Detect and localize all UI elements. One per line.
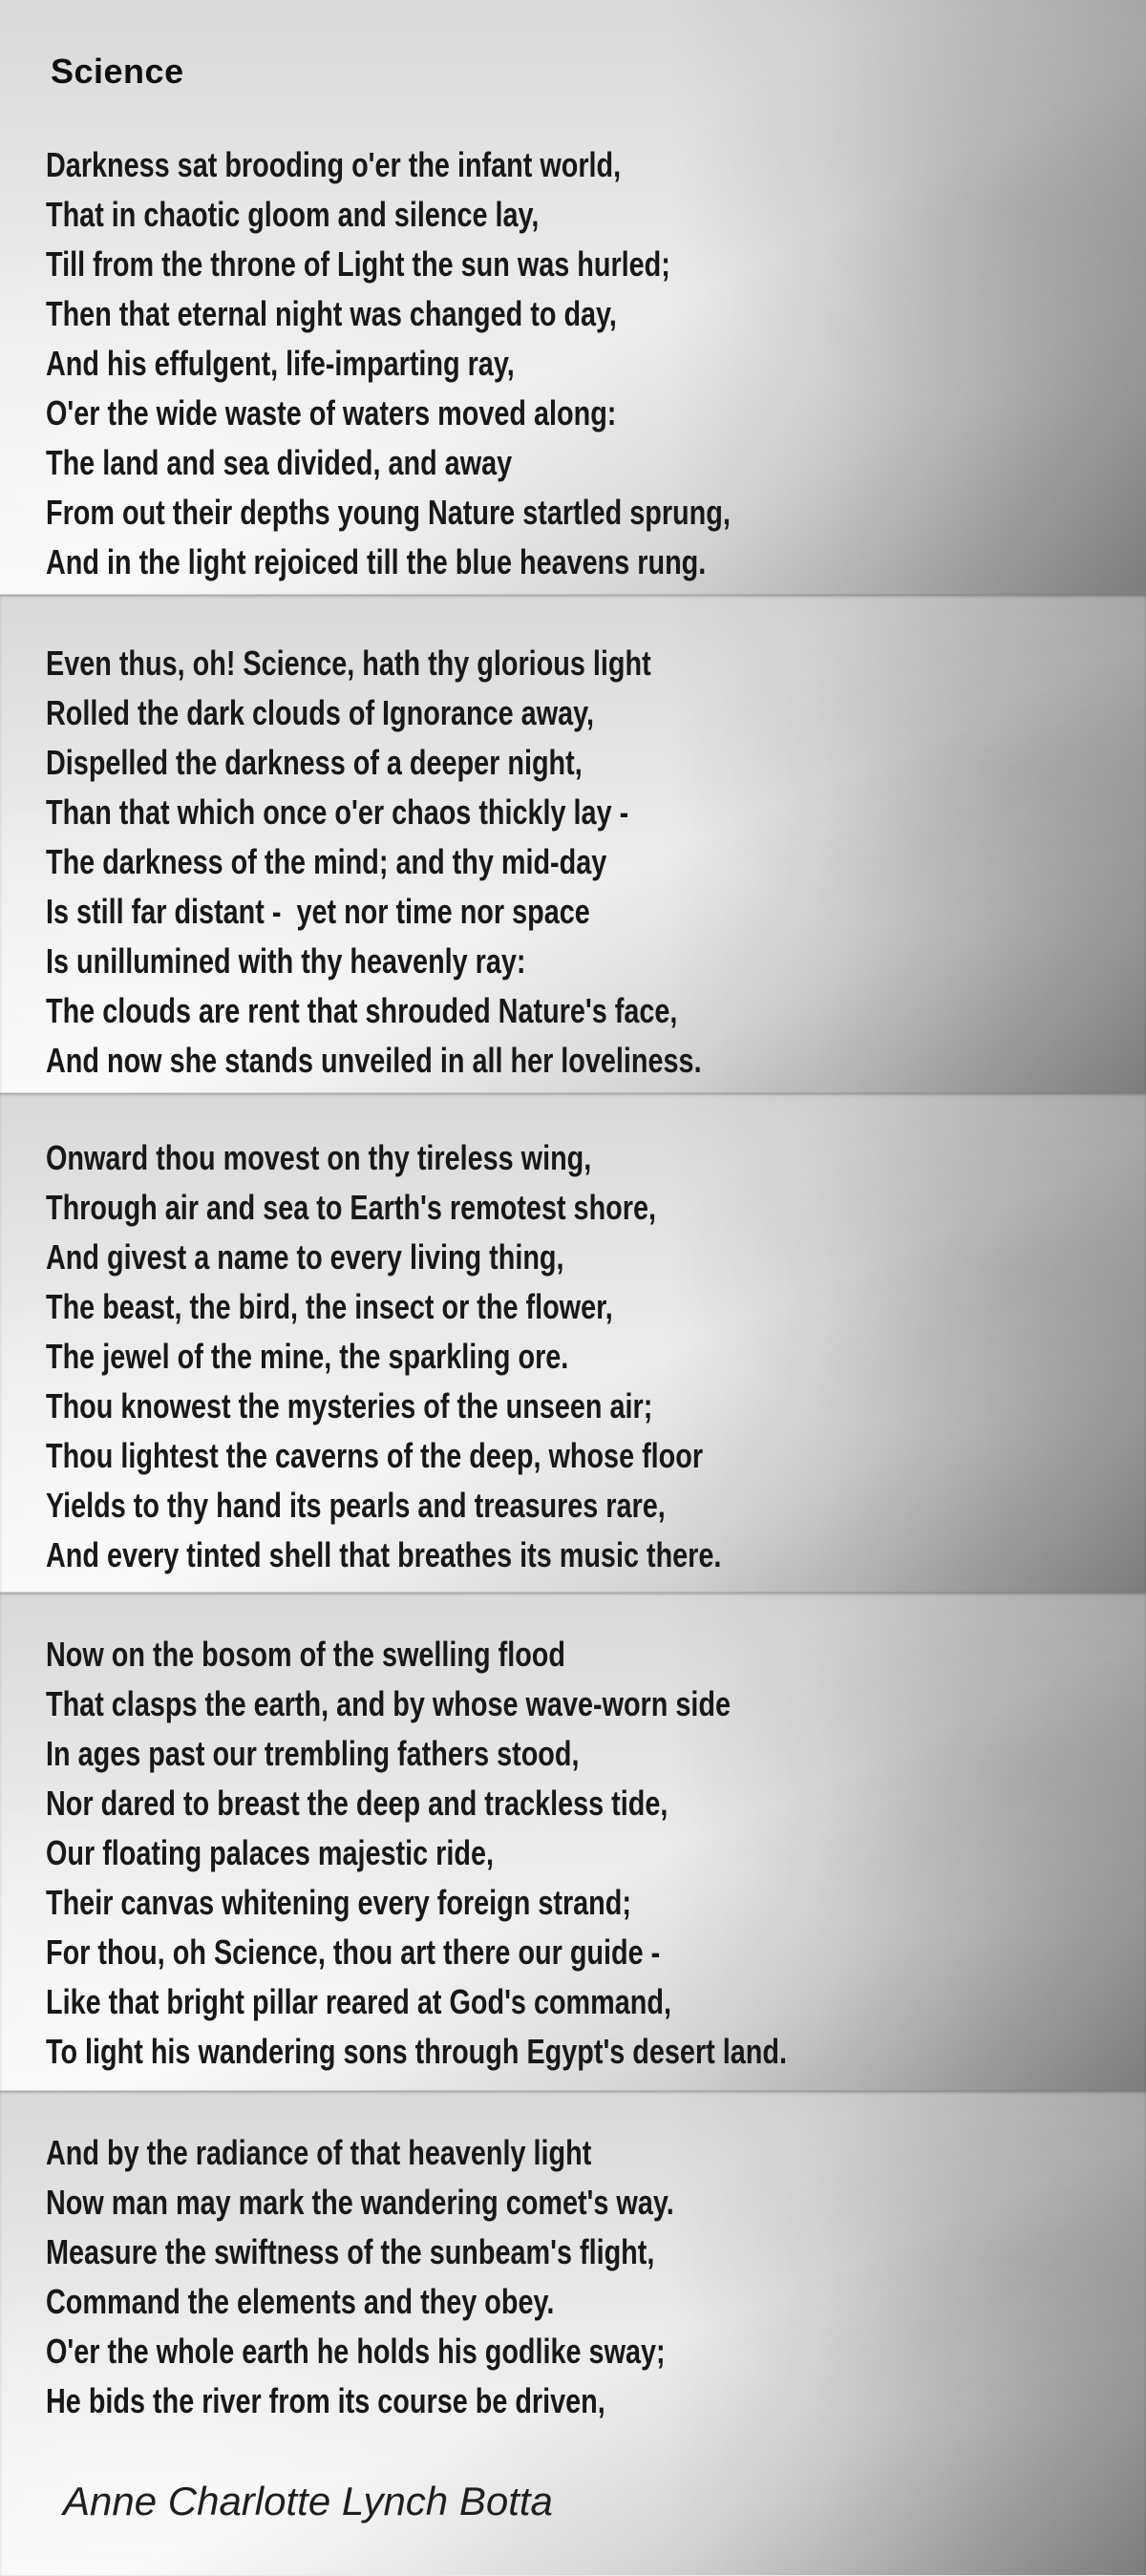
poem-line: The clouds are rent that shrouded Nature's face, [46,991,678,1030]
poem-line: Command the elements and they obey. [46,2282,555,2321]
stanza-band-1 [0,0,1146,594]
poem-line: Darkness sat brooding o'er the infant world, [46,145,622,184]
poem-line: Nor dared to breast the deep and trackless tide, [46,1784,668,1823]
poem-line: From out their depths young Nature startled sprung, [46,493,731,532]
poem-line: Through air and sea to Earth's remotest shore, [46,1188,656,1227]
poem-line: Then that eternal night was changed to day, [46,294,617,333]
poem-line: Yields to thy hand its pearls and treasures rare, [46,1486,666,1525]
poem-line: Now man may mark the wandering comet's way. [46,2183,674,2222]
stanza-5 [46,2128,1146,2426]
poem-line: The beast, the bird, the insect or the flower, [46,1287,613,1326]
poem-line: And by the radiance of that heavenly light [46,2133,592,2172]
stanza-band-4 [0,1592,1146,2090]
stanza-band-2 [0,594,1146,1092]
poem-line: And every tinted shell that breathes its music there. [46,1535,722,1574]
poem-line: In ages past our trembling fathers stood, [46,1734,580,1773]
stanza-band-5 [0,2090,1146,2575]
poem-line: Our floating palaces majestic ride, [46,1833,494,1872]
poem-line: He bids the river from its course be driven, [46,2381,605,2420]
poem-line: Is unillumined with thy heavenly ray: [46,941,526,981]
poem-line: And in the light rejoiced till the blue heavens rung. [46,542,707,581]
poem-line: And now she stands unveiled in all her loveliness. [46,1041,702,1080]
poem-line: Even thus, oh! Science, hath thy glorious light [46,644,651,683]
poem-line: The darkness of the mind; and thy mid-day [46,842,607,881]
poem-line: O'er the wide waste of waters moved along: [46,393,617,433]
poem-line: And givest a name to every living thing, [46,1237,564,1277]
stanza-4 [46,1630,1146,2077]
poem-line: That clasps the earth, and by whose wave-worn side [46,1684,731,1723]
poem-line: Now on the bosom of the swelling flood [46,1635,565,1674]
poem-line: Thou knowest the mysteries of the unseen air; [46,1386,653,1425]
poem-line: Thou lightest the caverns of the deep, whose floor [46,1436,704,1475]
poem-line: The jewel of the mine, the sparkling ore. [46,1337,569,1376]
poem-line: For thou, oh Science, thou art there our guide - [46,1932,661,1972]
poem-line: The land and sea divided, and away [46,443,513,482]
poem-line: O'er the whole earth he holds his godlike sway; [46,2332,666,2371]
stanza-3 [46,1133,1146,1580]
poem-line: That in chaotic gloom and silence lay, [46,195,540,234]
poem-line: Onward thou movest on thy tireless wing, [46,1138,592,1177]
poem-title: Science [51,52,184,91]
poem-line: Till from the throne of Light the sun was hurled; [46,244,670,284]
stanza-2 [46,639,1146,1086]
poem-line: To light his wandering sons through Egypt's desert land. [46,2032,787,2071]
poem-line: Like that bright pillar reared at God's command, [46,1982,671,2021]
poem-author: Anne Charlotte Lynch Botta [63,2479,553,2523]
stanza-band-3 [0,1092,1146,1592]
poem-line: Than that which once o'er chaos thickly lay - [46,792,629,832]
poem-line: Rolled the dark clouds of Ignorance away, [46,693,594,732]
poem-line: Is still far distant - yet nor time nor space [46,892,590,931]
stanza-1 [46,140,1146,587]
poem-line: Measure the swiftness of the sunbeam's flight, [46,2232,655,2271]
poem-line: And his effulgent, life-imparting ray, [46,344,515,383]
poem-line: Dispelled the darkness of a deeper night, [46,743,583,782]
poem-line: Their canvas whitening every foreign strand; [46,1883,631,1922]
